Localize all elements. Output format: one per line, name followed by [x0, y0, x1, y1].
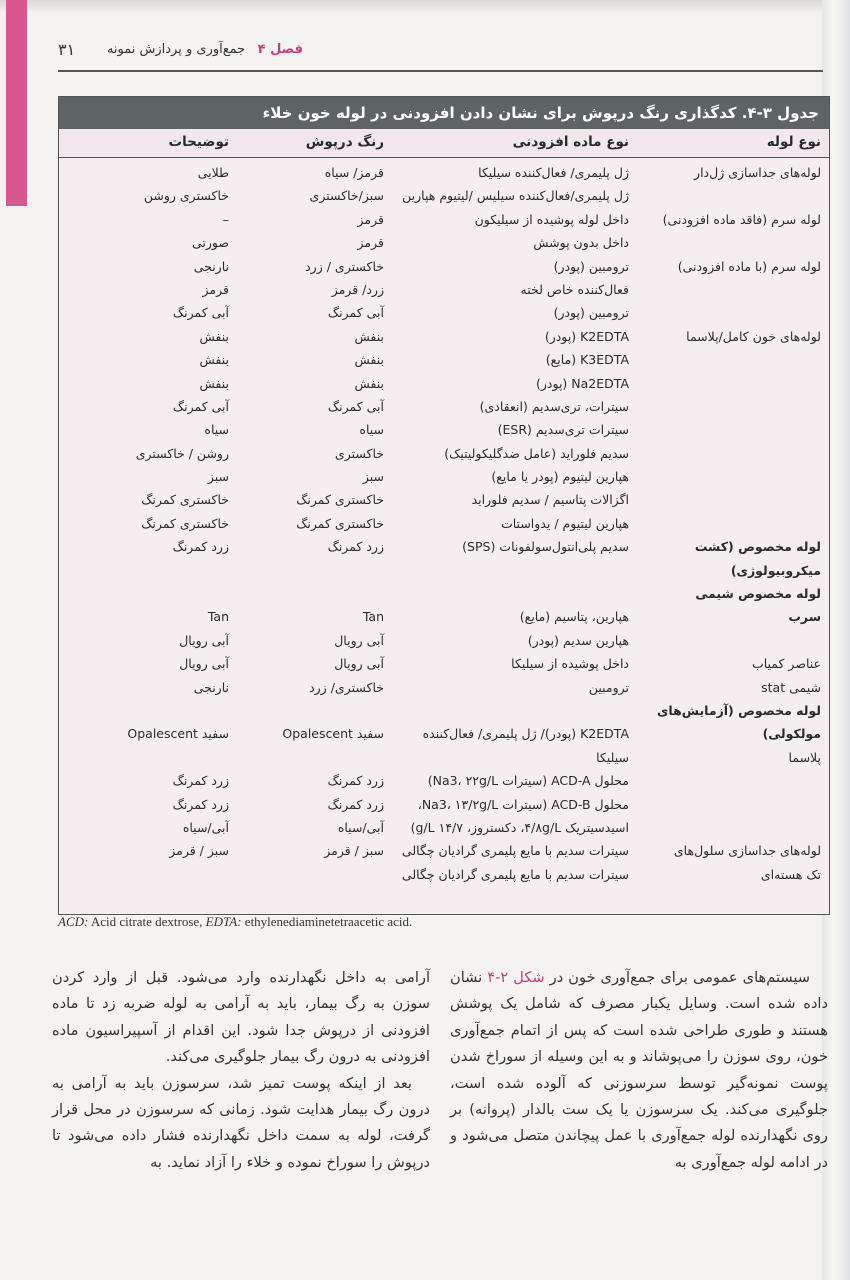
- running-head: [58, 38, 823, 72]
- paragraph-text: سیستم‌های عمومی برای جمع‌آوری خون در: [544, 969, 811, 986]
- cell-notes: زرد کمرنگ: [172, 539, 229, 555]
- chapter-tab-marker: [6, 0, 27, 206]
- cell-notes: خاکستری کمرنگ: [141, 492, 229, 508]
- cell-additive: Na2EDTA (پودر): [536, 375, 629, 391]
- cell-cap-color: زرد کمرنگ: [327, 539, 384, 555]
- table-row: [59, 700, 829, 723]
- cell-notes: خاکستری کمرنگ: [141, 515, 229, 531]
- table-row: [59, 560, 829, 583]
- body-column-left: [52, 965, 430, 1176]
- chapter-label: فصل ۴: [257, 42, 303, 57]
- table-body: [59, 158, 829, 887]
- cell-cap-color: بنفش: [354, 328, 384, 344]
- header-additive: نوع ماده افزودنی: [512, 134, 629, 150]
- cell-cap-color: زرد کمرنگ: [327, 773, 384, 789]
- cell-additive: هپارین، پتاسیم (مایع): [519, 609, 629, 625]
- cell-notes: –: [222, 211, 229, 227]
- cell-notes: Tan: [207, 609, 229, 625]
- table-row: [59, 349, 829, 372]
- cell-cap-color: آبی رویال: [334, 656, 384, 672]
- table-row: [59, 209, 829, 232]
- table-row: [59, 373, 829, 396]
- cell-cap-color: آبی/سیاه: [337, 819, 384, 835]
- page-number: ۳۱: [58, 40, 76, 59]
- cell-notes: بنفش: [199, 352, 229, 368]
- cell-cap-color: سبز: [362, 469, 384, 485]
- table-row: [59, 583, 829, 606]
- cell-additive: ترومبین: [588, 679, 629, 695]
- cell-additive: سیترات سدیم با مایع پلیمری گرادیان چگالی: [401, 866, 629, 882]
- footnote-acd-abbr: ACD:: [58, 914, 89, 929]
- table-row: [59, 677, 829, 700]
- cell-notes: بنفش: [199, 328, 229, 344]
- cell-notes: قرمز: [202, 281, 229, 297]
- figure-reference-link[interactable]: شکل ۲-۴: [487, 969, 545, 986]
- cell-notes: آبی کمرنگ: [172, 398, 229, 414]
- chapter-heading: [107, 42, 303, 57]
- cell-notes: سبز / قرمز: [169, 843, 229, 859]
- cell-tube-type: لوله مخصوص (آزمایش‌های: [656, 702, 821, 718]
- table-header-row: [59, 129, 829, 158]
- table-row: [59, 747, 829, 770]
- cell-cap-color: سبز/خاکستری: [309, 188, 384, 204]
- cell-tube-type: شیمی stat: [761, 679, 821, 695]
- cell-additive: داخل لوله پوشیده از سیلیکون: [474, 211, 629, 227]
- cell-tube-type: لوله‌های جداسازی ژل‌دار: [694, 165, 821, 180]
- table-row: [59, 864, 829, 887]
- footnote-edta-abbr: EDTA:: [205, 914, 242, 929]
- cell-notes: صورتی: [191, 235, 229, 251]
- cell-cap-color: آبی رویال: [334, 632, 384, 648]
- cell-cap-color: زرد کمرنگ: [327, 796, 384, 812]
- cell-additive: ژل پلیمری/فعال‌کننده سیلیس /لیتیوم هپارین: [402, 188, 629, 204]
- header-tube-type: نوع لوله: [766, 134, 821, 150]
- cell-additive: فعال‌کننده خاص لخته: [520, 281, 629, 297]
- paragraph: بعد از اینکه پوست تمیز شد، سرسوزن باید به آرامی به درون رگ بیمار هدایت شود. زمانی که سرسوزن در محل قرار گرفت، لوله به سمت داخل نگهدارنده فشار داده می‌شود تا درپوش را سوراخ نموده و خلاء را آزاد نماید. به: [52, 1074, 430, 1171]
- cell-cap-color: آبی کمرنگ: [327, 398, 384, 414]
- cell-additive: سیترات، تری‌سدیم (انعقادی): [479, 398, 629, 414]
- cell-cap-color: بنفش: [354, 375, 384, 391]
- cell-cap-color: قرمز: [357, 211, 384, 227]
- cell-additive: هپارین لیتیوم (پودر یا مایع): [491, 469, 629, 485]
- cell-additive: سدیم فلوراید (عامل ضدگلیکولیتیک): [444, 445, 629, 461]
- cell-notes: آبی رویال: [179, 632, 229, 648]
- cell-additive: ترومبین (پودر): [553, 258, 629, 274]
- cell-tube-type: تک هسته‌ای: [760, 866, 821, 882]
- cell-notes: طلایی: [197, 165, 229, 180]
- cell-tube-type: لوله‌های جداسازی سلول‌های: [673, 843, 821, 859]
- table-row: [59, 770, 829, 793]
- table-row: [59, 723, 829, 746]
- table-row: [59, 606, 829, 629]
- cell-additive: هپارین سدیم (پودر): [527, 632, 629, 648]
- cell-tube-type: میکروبیولوژی): [730, 562, 821, 578]
- cell-additive: داخل بدون پوشش: [533, 235, 629, 251]
- cell-additive: ترومبین (پودر): [553, 305, 629, 321]
- cell-additive: K2EDTA (پودر)/ ژل پلیمری/ فعال‌کننده: [422, 726, 629, 742]
- table-row: [59, 232, 829, 255]
- table-footnote: [58, 914, 412, 930]
- cell-tube-type: لوله سرم (با ماده افزودنی): [677, 258, 821, 274]
- cell-notes: سفید Opalescent: [127, 726, 229, 742]
- table-row: [59, 185, 829, 208]
- cell-cap-color: قرمز: [357, 235, 384, 251]
- cell-tube-type: لوله سرم (فاقد ماده افزودنی): [662, 211, 821, 227]
- table-row: [59, 817, 829, 840]
- cell-tube-type: پلاسما: [788, 749, 821, 765]
- cell-notes: روشن / خاکستری: [135, 445, 229, 461]
- cell-notes: خاکستری روشن: [143, 188, 229, 204]
- cell-tube-type: سرب: [788, 609, 821, 625]
- cell-additive: داخل پوشیده از سیلیکا: [511, 656, 629, 672]
- cell-tube-type: لوله مخصوص شیمی: [695, 586, 821, 602]
- header-cap-color: رنگ درپوش: [305, 134, 384, 150]
- cell-notes: آبی/سیاه: [182, 819, 229, 835]
- table-row: [59, 630, 829, 653]
- table-row: [59, 443, 829, 466]
- cell-notes: نارنجی: [193, 258, 229, 274]
- table-row: [59, 794, 829, 817]
- table-row: [59, 279, 829, 302]
- cell-additive: اسیدسیتریک ۴/۸g/L، دکستروز، ۱۴/۷ g/L): [410, 819, 629, 835]
- cell-tube-type: لوله‌های خون کامل/پلاسما: [686, 328, 821, 344]
- cell-notes: زرد کمرنگ: [172, 796, 229, 812]
- cell-notes: سیاه: [204, 422, 229, 438]
- cell-notes: آبی رویال: [179, 656, 229, 672]
- paragraph: [450, 965, 828, 1176]
- table-row: [59, 302, 829, 325]
- cell-notes: زرد کمرنگ: [172, 773, 229, 789]
- cell-tube-type: لوله مخصوص (کشت: [694, 539, 821, 555]
- body-column-right: [450, 965, 828, 1176]
- cell-notes: بنفش: [199, 375, 229, 391]
- cell-additive: محلول ACD-A (سیترات Na3، ۲۲g/L): [427, 773, 629, 789]
- table-row: [59, 489, 829, 512]
- previous-page-edge: [0, 0, 850, 12]
- cell-cap-color: Tan: [362, 609, 384, 625]
- cell-cap-color: خاکستری: [334, 445, 384, 461]
- cell-notes: نارنجی: [193, 679, 229, 695]
- cell-additive: سیترات سدیم با مایع پلیمری گرادیان چگالی: [401, 843, 629, 859]
- table-caption: جدول ۳-۴. کدگذاری رنگ درپوش برای نشان دادن افزودنی در لوله خون خلاء: [59, 97, 829, 129]
- header-notes: توضیحات: [168, 134, 229, 150]
- cell-notes: آبی کمرنگ: [172, 305, 229, 321]
- cell-additive: ژل پلیمری/ فعال‌کننده سیلیکا: [478, 165, 629, 180]
- table-row: [59, 419, 829, 442]
- cell-additive: سیلیکا: [596, 749, 629, 765]
- cell-additive: K3EDTA (مایع): [545, 352, 629, 368]
- cell-cap-color: خاکستری/ زرد: [309, 679, 384, 695]
- cell-notes: سبز: [207, 469, 229, 485]
- paragraph: آرامی به داخل نگهدارنده وارد می‌شود. قبل از وارد کردن سوزن به رگ بیمار، باید به آرامی به لوله ضربه زد تا ماده افزودنی از درپوش جدا شود. این اقدام از آسپیراسیون ماده افزودنی به درون رگ بیمار جلوگیری می‌کند.: [52, 969, 430, 1066]
- cell-cap-color: بنفش: [354, 352, 384, 368]
- cell-cap-color: سبز / قرمز: [324, 843, 384, 859]
- table-row: [59, 396, 829, 419]
- cell-cap-color: سیاه: [359, 422, 384, 438]
- table-row: [59, 162, 829, 185]
- footnote-acd-text: Acid citrate dextrose,: [88, 914, 206, 929]
- footnote-edta-text: ethylenediaminetetraacetic acid.: [241, 914, 413, 929]
- cell-additive: محلول ACD-B (سیترات Na3، ۱۳/۲g/L،: [417, 796, 629, 812]
- cell-tube-type: مولکولی): [762, 726, 821, 742]
- tube-color-table: [58, 96, 830, 915]
- table-row: [59, 256, 829, 279]
- cell-cap-color: خاکستری / زرد: [305, 258, 384, 274]
- cell-additive: سیترات تری‌سدیم (ESR): [497, 422, 629, 438]
- cell-additive: هپارین لیتیوم / یدواستات: [500, 515, 629, 531]
- cell-cap-color: خاکستری کمرنگ: [296, 515, 384, 531]
- cell-cap-color: خاکستری کمرنگ: [296, 492, 384, 508]
- cell-cap-color: زرد/ قرمز: [331, 281, 384, 297]
- cell-additive: K2EDTA (پودر): [544, 328, 629, 344]
- table-row: [59, 840, 829, 863]
- table-row: [59, 536, 829, 559]
- table-row: [59, 513, 829, 536]
- cell-cap-color: سفید Opalescent: [282, 726, 384, 742]
- cell-tube-type: عناصر کمیاب: [751, 656, 821, 672]
- cell-additive: سدیم پلی‌انتول‌سولفونات (SPS): [462, 539, 629, 555]
- table-row: [59, 466, 829, 489]
- cell-additive: اگزالات پتاسیم / سدیم فلوراید: [471, 492, 629, 508]
- cell-cap-color: آبی کمرنگ: [327, 305, 384, 321]
- cell-cap-color: قرمز/ سیاه: [324, 165, 384, 180]
- table-row: [59, 653, 829, 676]
- chapter-title: جمع‌آوری و پردازش نمونه: [106, 42, 246, 57]
- paragraph-text: نشان داده شده است. وسایل یکبار مصرف که شامل یک پوشش هستند و طوری طراحی شده است که پس از اتمام جمع‌آوری خون، روی سوزن را می‌پوشاند و به این وسیله از سوراخ شدن پوست نمونه‌گیر توسط سرسوزنی که آلوده شده است، جلوگیری می‌کند. یک سرسوزن یا یک ست بالدار (پروانه) بر روی نگهدارنده لوله جمع‌آوری با عمل پیچاندن متصل می‌شود و در ادامه لوله جمع‌آوری به: [450, 969, 828, 1171]
- table-row: [59, 326, 829, 349]
